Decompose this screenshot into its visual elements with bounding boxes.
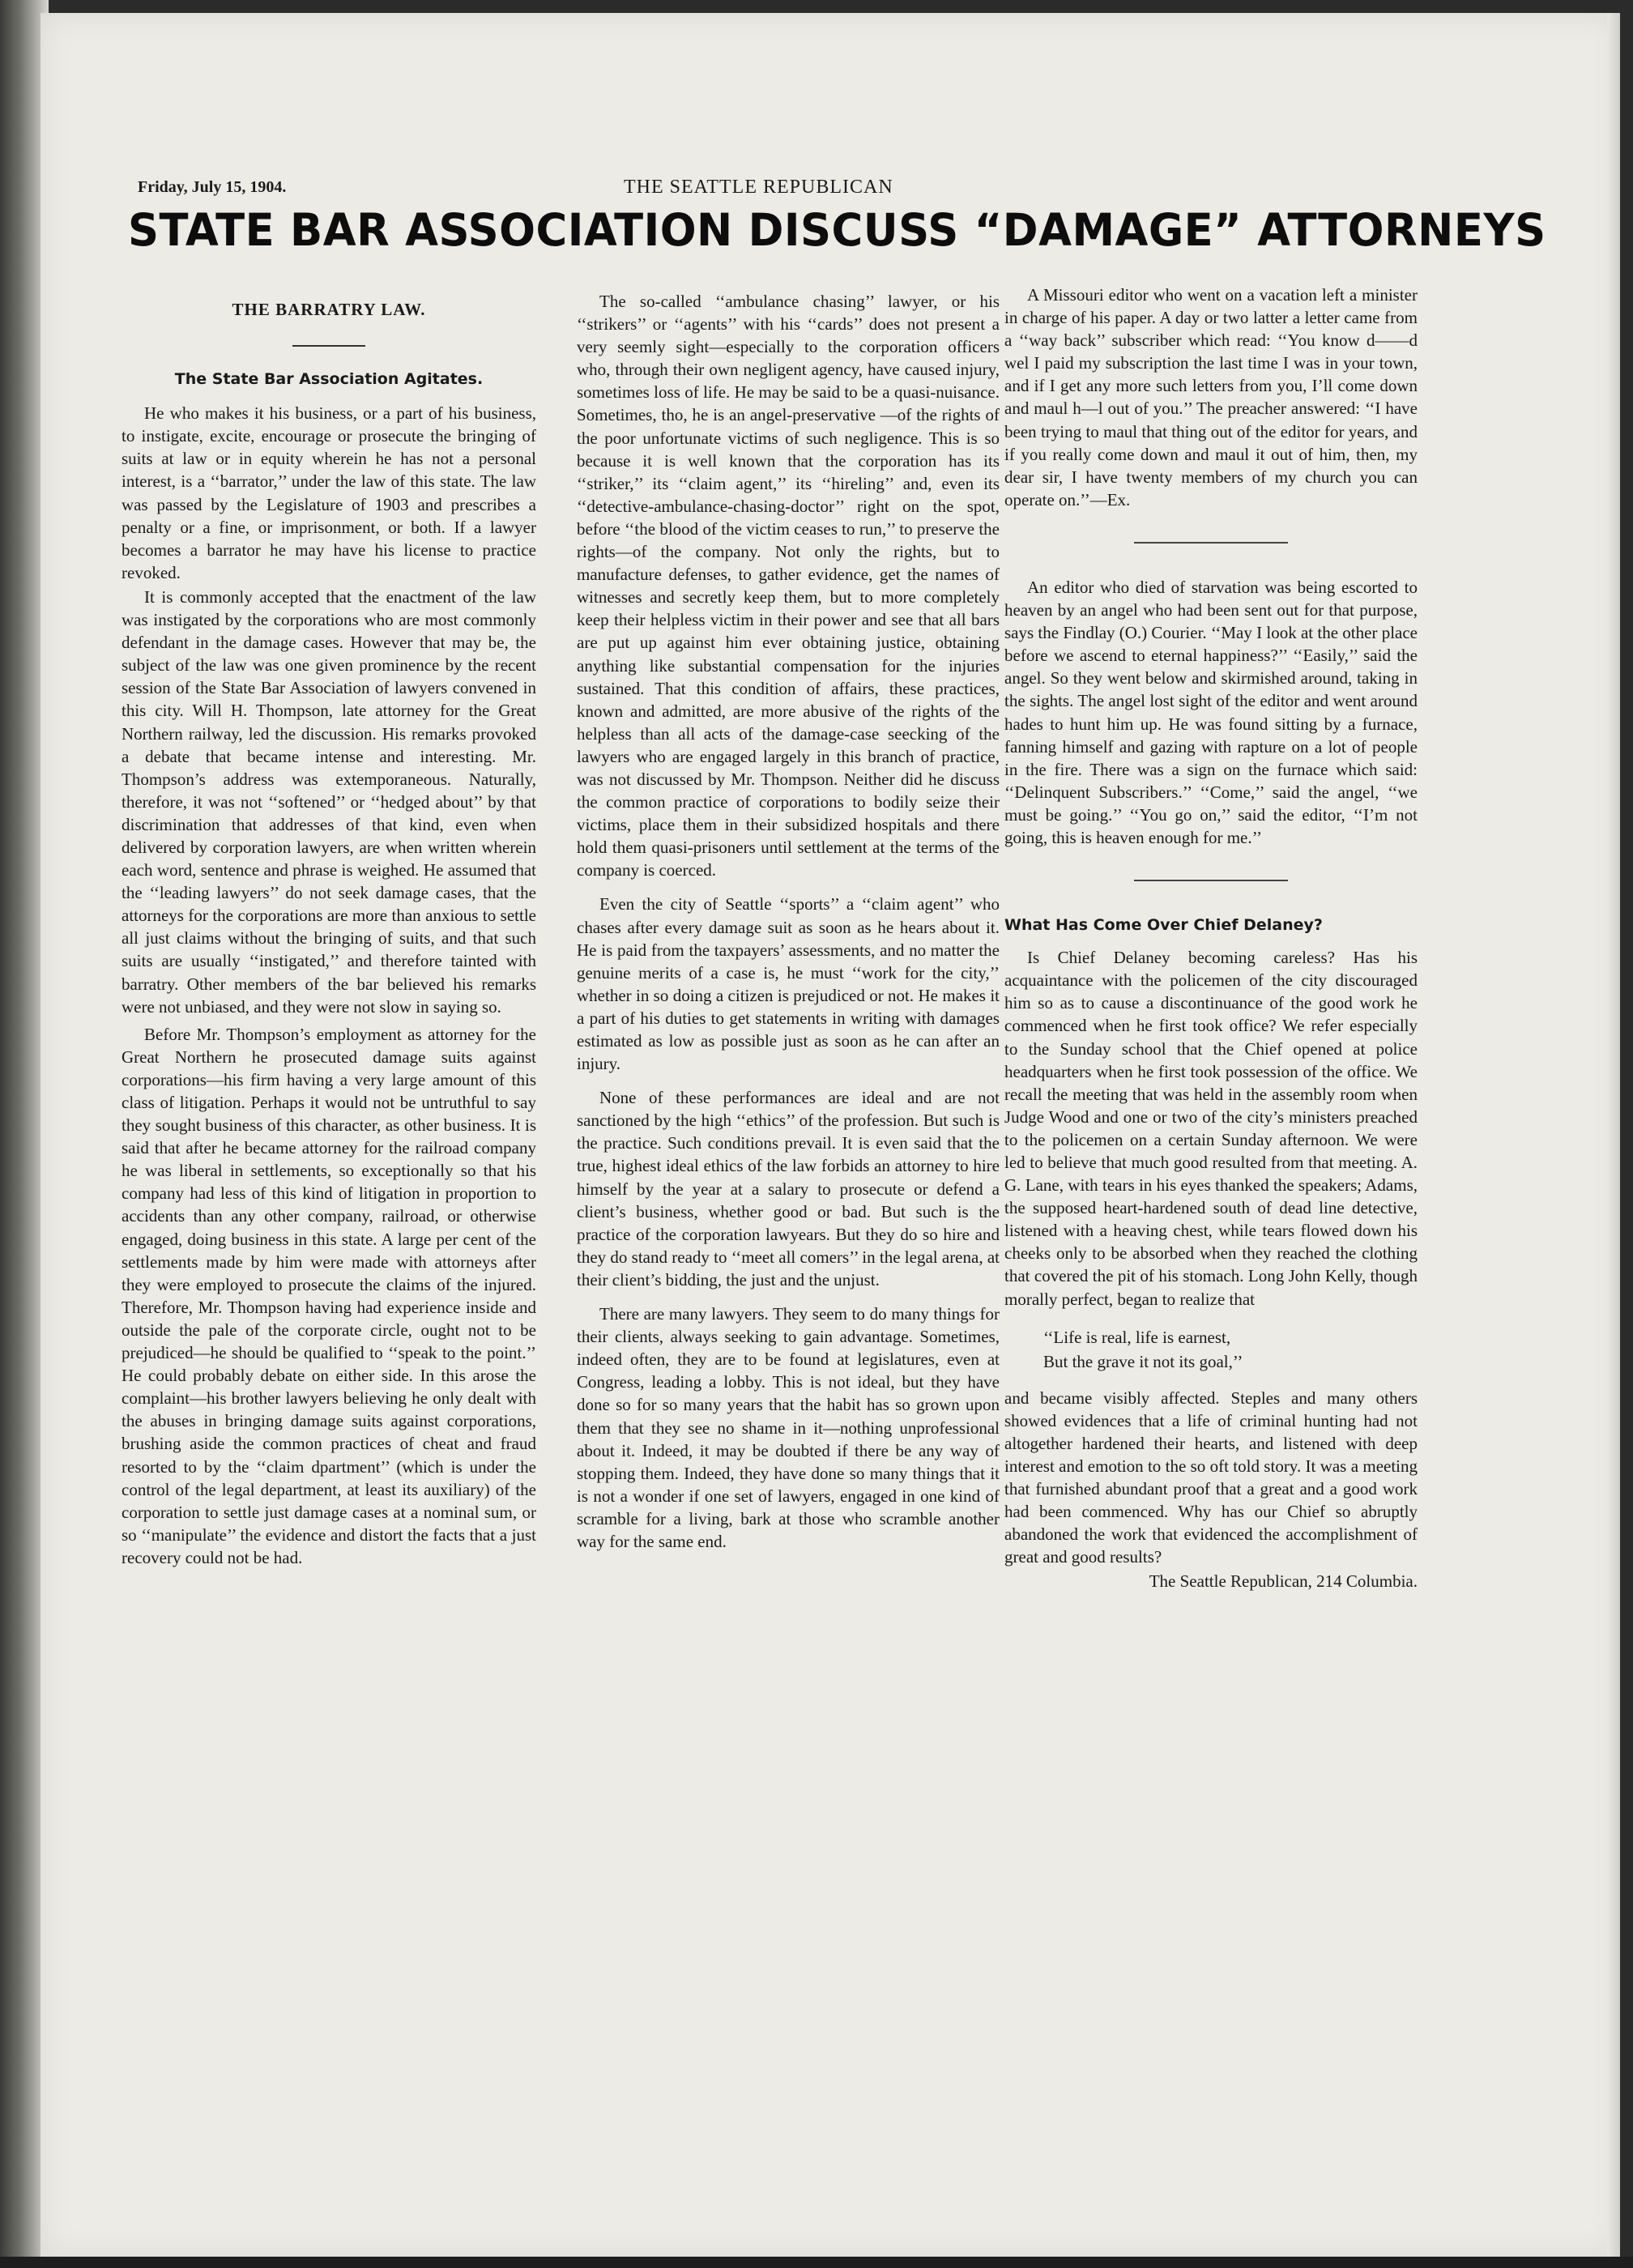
divider-rule [292,345,365,347]
article-paragraph: Before Mr. Thompson’s employment as attorney for the Great Northern he prosecuted damage suits against corporations—his firm having a very large amount of this class of litigation. Perhaps it would not be untruthful to say they sought business of this character, as other business. It is said that after he became attorney for the railroad company he was liberal in settlements, so exceptionally so that his company had less of this kind of litigation in proportion to accidents than any other company, railroad, or otherwise engaged, doing business in this state. A large per cent of the settlements made by him were made with attorneys after they were employed to prosecute the claims of the injured. Therefore, Mr. Thompson having had experience inside and outside the pale of the corporate circle, ought not to be prejudiced—he should be qualified to ‘‘speak to the point.’’ He could probably debate on either side. In this arose the complaint—his brother lawyers believing he only dealt with the abuses in bringing damage suits against corporations, brushing aside the common practices of cheat and fraud resorted to by the ‘‘claim dpartment’’ (which is under the control of the legal department, at least its auxiliary) of the corporation to settle just damage cases at a nominal sum, or so ‘‘manipulate’’ the evidence and distort the facts that a just recovery could not be had. [122,1024,536,1567]
article-subtitle: The State Bar Association Agitates. [174,370,484,389]
article-paragraph: There are many lawyers. They seem to do many things for their clients, always seeking to gain advantage. Sometimes, indeed often, they are to be found at legislatures, even at Congress, leading a lobby. This is not ideal, but they have done so for so many years that the habit has so grown upon them that they see no shame in it—nothing unprofessional about it. Indeed, it may be doubted if there be any way of stopping them. Indeed, they have done so many things that it is not a wonder if one set of lawyers, engaged in one kind of scramble for a living, bark at those who scramble another way for the same end. [577,1304,1000,1551]
article-paragraph: He who makes it his business, or a part of his business, to instigate, excite, encourage or prosecute the bringing of suits at law or in equity wherein he has not a personal interest, is a ‘‘barrator,’’ under the law of this state. The law was passed by the Legislature of 1903 and prescribes a penalty or a fine, or imprisonment, or both. If a lawyer becomes a barrator he may have his license to practice revoked. [122,403,536,582]
column-2 [577,290,1000,1553]
section-title: THE BARRATRY LAW. [232,300,426,319]
poem-line: ‘‘Life is real, life is earnest, [1043,1327,1231,1347]
column-3 [1004,284,1418,1593]
divider-rule [1134,542,1288,544]
article-paragraph: and became visibly affected. Steples and many others showed evidences that a life of criminal hunting had not altogether hardened their hearts, and listened with deep interest and emotion to the so oft told story. It was a meeting that furnished abundant proof that a great and a good work had been commenced. Why has our Chief so abruptly abandoned the work that evidenced the accomplishment of great and good results? [1004,1388,1418,1567]
column-1 [122,292,536,1569]
article-paragraph: None of these performances are ideal and are not sanctioned by the high ‘‘ethics’’ of the profession. But such is the practice. Such conditions prevail. It is even said that the true, highest ideal ethics of the law forbids an attorney to hire himself by the year at a salary to prosecute or defend a client’s business, whether good or bad. But such is the practice of the corporation lawyears. But they do so hire and they do stand ready to ‘‘meet all comers’’ in the legal arena, at their client’s bidding, the just and the unjust. [577,1088,1000,1290]
poem-quote [1043,1325,1418,1374]
article-paragraph: The so-called ‘‘ambulance chasing’’ lawyer, or his ‘‘strikers’’ or ‘‘agents’’ with his ‘‘cards’’ does not present a very seemly sight—especially to the corporation officers who, through their own negligent agency, have caused injury, sometimes loss of life. He may be said to be a quasi-nuisance. Sometimes, tho, he is an angel-preservative —of the rights of the poor unfortunate victims of such negligence. This is so because it is well known that the corporation has its ‘‘striker,’’ its ‘‘claim agent,’’ its ‘‘hireling’’ and, even its ‘‘detective-ambulance-chasing-doctor’’ right on the spot, before ‘‘the blood of the victim ceases to run,’’ to preserve the rights—of the company. Not only the rights, but to manufacture defenses, to gather evidence, get the names of witnesses and secretly keep them, but to more completely keep their helpless victim in their power and see that all bars are put up against him ever obtaining justice, obtaining anything like substantial compensation for the injuries sustained. That this condition of affairs, these practices, known and admitted, are more abusive of the rights of the helpless than all acts of the damage-case seecking of the lawyers who are engaged largely in this branch of practice, was not discussed by Mr. Thompson. Neither did he discuss the common practice of corporations to bodily seize their victims, place them in their subsidized hospitals and there hold them quasi-prisoners until settlement at the terms of the company is coerced. [577,292,1000,880]
article-paragraph: An editor who died of starvation was being escorted to heaven by an angel who had been sent out for that purpose, says the Findlay (O.) Courier. ‘‘May I look at the other place before we ascend to eternal happiness?’’ ‘‘Easily,’’ said the angel. So they went below and skirmished around, taking in the sights. The angel lost sight of the editor and went around hades to hunt him up. He was found sitting by a furnace, fanning himself and gazing with rapture on a lot of people in the fire. There was a sign on the furnace which said: ‘‘Delinquent Subscribers.’’ ‘‘Come,’’ said the angel, ‘‘we must be going.’’ ‘‘You go on,’’ said the editor, ‘‘I’m not going, this is heaven enough for me.’’ [1004,577,1418,847]
article-subtitle: What Has Come Over Chief Delaney? [1004,916,1323,935]
page-headline: STATE BAR ASSOCIATION DISCUSS “DAMAGE” ATTORNEYS [128,204,1546,256]
divider-rule [1134,880,1288,881]
publisher-signature: The Seattle Republican, 214 Columbia. [1149,1571,1418,1592]
article-paragraph: It is commonly accepted that the enactment of the law was instigated by the corporations who are most commonly defendant in the damage cases. However that may be, the subject of the law was one given prominence by the recent session of the State Bar Association of lawyers convened in this city. Will H. Thompson, late attorney for the Great Northern railway, led the discussion. His remarks provoked a debate that became intense and interesting. Mr. Thompson’s address was extemporaneous. Naturally, therefore, it was not ‘‘softened’’ or ‘‘hedged about’’ by that discrimination that addresses of that kind, even when delivered by corporation lawyers, are when written wherein each word, sentence and phrase is weighed. He assumed that the ‘‘leading lawyers’’ do not seek damage cases, that the attorneys for the corporations are more than anxious to settle all just claims without the bringing of suits, and that such suits are usually ‘‘instigated,’’ and therefore tainted with barratry. Other members of the bar believed his remarks were not unbiased, and they were not slow in saying so. [122,586,536,1017]
page-edge [1607,13,1620,2257]
article-paragraph: A Missouri editor who went on a vacation left a minister in charge of his paper. A day or two latter a letter came from a ‘‘way back’’ subscriber which read: ‘‘You know d——d wel I paid my subscription the last time I was in your town, and if I get any more such letters from you, I’ll come down and maul h—l out of you.’’ The preacher answered: ‘‘I have been trying to maul that thing out of the editor for years, and if you really come down and maul it out of him, then, my dear sir, I have twenty members of my church you can operate on.’’—Ex. [1004,285,1418,509]
issue-date: Friday, July 15, 1904. [138,178,287,196]
scan-border-bottom [0,2257,1633,2268]
poem-line: But the grave it not its goal,’’ [1043,1351,1243,1371]
article-paragraph: Even the city of Seattle ‘‘sports’’ a ‘‘claim agent’’ who chases after every damage suit as soon as he hears about it. He is paid from the taxpayers’ assessments, and no matter the genuine merits of a case is, he must ‘‘work for the city,’’ whether in so doing a citizen is prejudiced or not. He makes it a part of his duties to get statements in writing with damages estimated as low as possible just as soon as he can after an injury. [577,894,1000,1074]
article-paragraph: Is Chief Delaney becoming careless? Has his acquaintance with the policemen of the city discouraged him so as to cause a discontinuance of the good work he commenced when he first took office? We refer especially to the Sunday school that the Chief opened at police headquarters when he first took possession of the office. We recall the meeting that was held in the assembly room when Judge Wood and one or two of the city’s ministers preached to the policemen on a certain Sunday afternoon. We were led to believe that much good resulted from that meeting. A. G. Lane, with tears in his eyes thanked the speakers; Adams, the supposed heart-hardened south of dead line detective, listened with a heaving chest, while tears flowed down his cheeks only to be absorbed when they reached the clothing that covered the pit of his stomach. Long John Kelly, though morally perfect, began to realize that [1004,948,1418,1309]
newspaper-name: THE SEATTLE REPUBLICAN [624,177,893,198]
